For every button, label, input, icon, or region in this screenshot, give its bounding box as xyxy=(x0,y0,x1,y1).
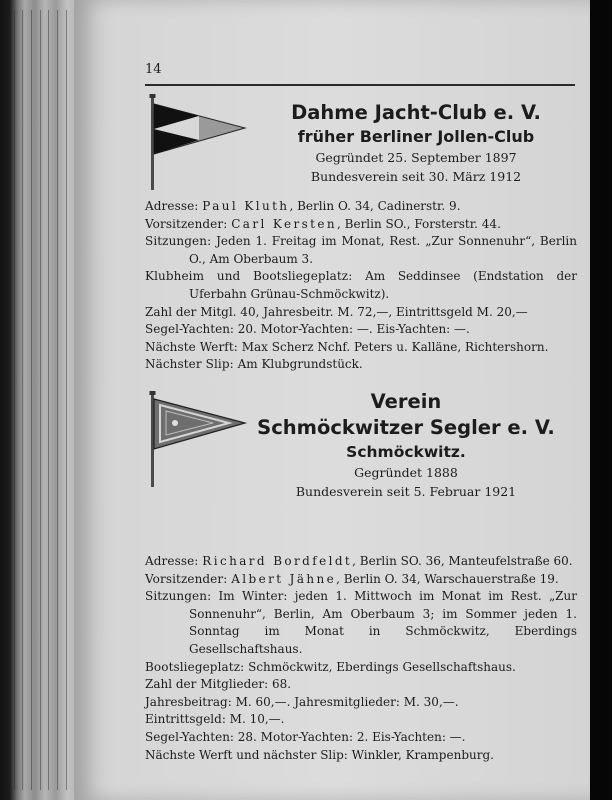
entry-entry-fee: Eintrittsgeld: M. 10,—. xyxy=(145,712,285,727)
entry-chair: Vorsitzender: Albert Jähne, Berlin O. 34, Warschauerstraße 19. xyxy=(145,571,559,586)
entry-yachts: Segel-Yachten: 20. Motor-Yachten: —. Eis-Yachten: —. xyxy=(145,322,470,337)
club-entries xyxy=(145,198,577,374)
pennant-flag-icon xyxy=(145,92,253,192)
entry-annual-fee: Jahresbeitrag: M. 60,—. Jahresmitglieder: M. 30,—. xyxy=(145,694,459,709)
club-former-name: früher Berliner Jollen-Club xyxy=(297,127,535,146)
club-name: Dahme Jacht-Club e. V. xyxy=(291,101,541,124)
header-rule xyxy=(145,84,575,86)
club-federation: Bundesverein seit 5. Februar 1921 xyxy=(295,484,517,499)
entry-yard: Nächste Werft: Max Scherz Nchf. Peters u. Kalläne, Richtershorn. xyxy=(145,339,549,354)
club-entries xyxy=(145,553,577,764)
club-heading xyxy=(255,100,577,186)
entry-address: Adresse: Paul Kluth, Berlin O. 34, Cadinerstr. 9. xyxy=(145,199,461,213)
club-federation: Bundesverein seit 30. März 1912 xyxy=(310,169,522,184)
club-name-line2: Schmöckwitzer Segler e. V. xyxy=(257,416,555,439)
entry-meetings: Sitzungen: Jeden 1. Freitag im Monat, Rest. „Zur Sonnenuhr“, Berlin O., Am Oberbaum 3. xyxy=(145,234,577,266)
entry-slip: Nächster Slip: Am Klubgrundstück. xyxy=(145,357,363,372)
address-name: Paul Kluth xyxy=(202,199,290,213)
entry-clubhouse: Klubheim und Bootsliegeplatz: Am Seddinsee (Endstation der Uferbahn Grünau-Schmöckwitz). xyxy=(145,269,577,301)
address-name: Richard Bordfeldt xyxy=(202,554,353,568)
club-heading xyxy=(235,389,577,501)
entry-yard-slip: Nächste Werft und nächster Slip: Winkler, Krampenburg. xyxy=(145,747,494,762)
club-name-line1: Verein xyxy=(370,390,442,413)
club-founded: Gegründet 1888 xyxy=(354,465,458,480)
entry-mooring: Bootsliegeplatz: Schmöckwitz, Eberdings Gesellschaftshaus. xyxy=(145,659,516,674)
entry-members: Zahl der Mitglieder: 68. xyxy=(145,677,292,692)
entry-members: Zahl der Mitgl. 40, Jahresbeitr. M. 72,—, Eintrittsgeld M. 20,— xyxy=(145,304,528,319)
club-location: Schmöckwitz. xyxy=(346,443,466,461)
chair-name: Albert Jähne xyxy=(231,571,337,586)
entry-meetings: Sitzungen: Im Winter: jeden 1. Mittwoch im Monat im Rest. „Zur Sonnenuhr“, Berlin, Am Oberbaum 3; im Sommer jeden 1. Sonntag im Monat in Schmöckwitz, Eberdings Gesellschaftshaus. xyxy=(145,589,577,656)
entry-address: Adresse: Richard Bordfeldt, Berlin SO. 36, Manteufelstraße 60. xyxy=(145,554,573,568)
club-founded: Gegründet 25. September 1897 xyxy=(315,150,517,165)
background-edge xyxy=(590,0,612,800)
page-stack-edge xyxy=(0,0,82,800)
entry-yachts: Segel-Yachten: 28. Motor-Yachten: 2. Eis-Yachten: —. xyxy=(145,729,466,744)
entry-chair: Vorsitzender: Carl Kersten, Berlin SO., Forsterstr. 44. xyxy=(145,216,501,231)
chair-name: Carl Kersten xyxy=(231,216,338,231)
page-number: 14 xyxy=(145,62,162,77)
